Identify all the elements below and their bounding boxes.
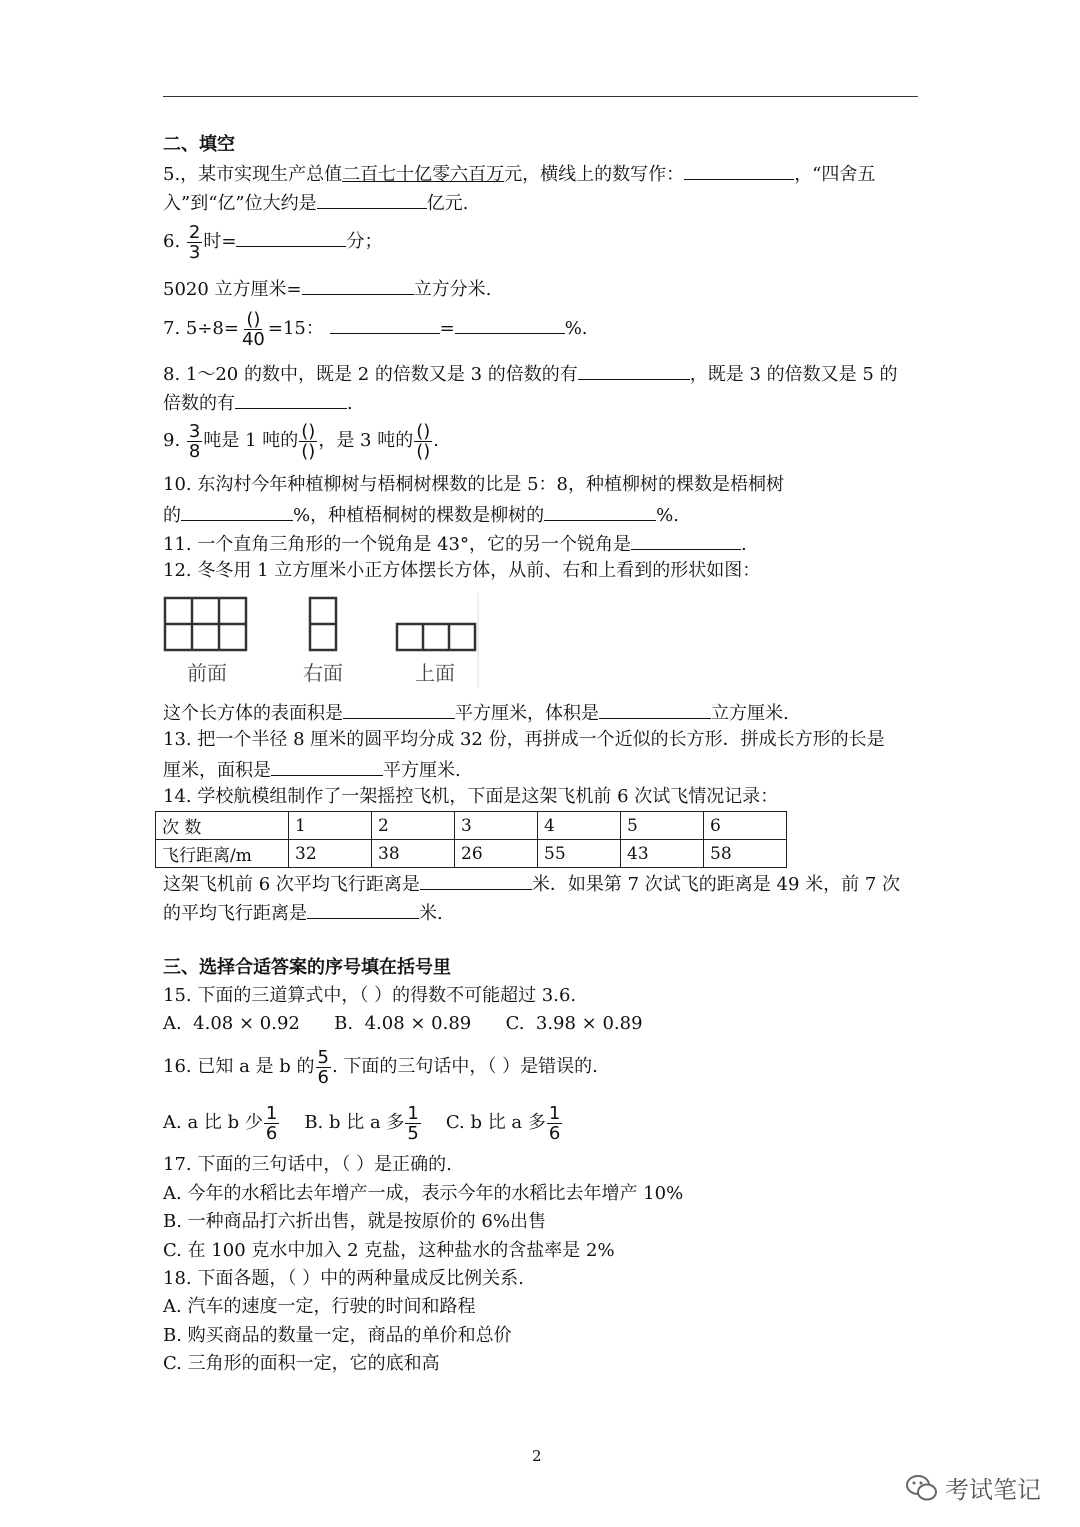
q14-line3: 的平均飞行距离是 米. bbox=[163, 900, 443, 926]
q17-option-a[interactable]: A. 今年的水稻比去年增产一成，表示今年的水稻比去年增产 10% bbox=[163, 1183, 684, 1204]
q7-line: 7. 5÷8= $\frac{()}{40}$ =15： = %. bbox=[163, 308, 588, 350]
table-cell: 43 bbox=[621, 840, 704, 868]
q18-option-b[interactable]: B. 购买商品的数量一定，商品的单价和总价 bbox=[163, 1325, 512, 1346]
table-cell: 1 bbox=[289, 812, 372, 840]
fraction-blank-1: $\frac{()}{()}$ bbox=[301, 420, 316, 462]
table-cell: 飞行距离/m bbox=[156, 840, 289, 868]
q13-blank[interactable] bbox=[271, 757, 383, 776]
fraction-blank-2: $\frac{()}{()}$ bbox=[416, 420, 431, 462]
q12-blank-2[interactable] bbox=[599, 700, 711, 719]
q11-line: 11. 一个直角三角形的一个锐角是 43°，它的另一个锐角是 . bbox=[163, 531, 747, 557]
q18-line: 18. 下面各题，（ ）中的两种量成反比例关系. bbox=[163, 1268, 524, 1289]
table-cell: 4 bbox=[538, 812, 621, 840]
q15-options: A. 4.08 × 0.92 B. 4.08 × 0.89 C. 3.98 × 0.89 bbox=[163, 1013, 643, 1034]
q16-option-b[interactable]: B. b 比 a 多 $\frac{1}{5}$ bbox=[304, 1102, 419, 1144]
top-view-rect bbox=[397, 624, 475, 650]
q14-line2: 这架飞机前 6 次平均飞行距离是 米．如果第 7 次试飞的距离是 49 米，前 7 次 bbox=[163, 871, 900, 897]
three-views-figure bbox=[160, 593, 480, 688]
table-cell: 次 数 bbox=[156, 812, 289, 840]
fraction-5-6: $\frac{5}{6}$ bbox=[317, 1046, 329, 1088]
flight-table bbox=[155, 811, 787, 868]
fraction-2-3: $\frac{2}{3}$ bbox=[188, 221, 201, 263]
q7-blank-2[interactable] bbox=[455, 315, 565, 334]
table-cell: 2 bbox=[372, 812, 455, 840]
q18-option-a[interactable]: A. 汽车的速度一定，行驶的时间和路程 bbox=[163, 1296, 476, 1317]
page-number: 2 bbox=[532, 1447, 542, 1465]
q12-blank-1[interactable] bbox=[343, 700, 455, 719]
q15-line: 15. 下面的三道算式中，（ ）的得数不可能超过 3.6. bbox=[163, 985, 577, 1006]
label-right: 右面 bbox=[303, 661, 343, 685]
label-top: 上面 bbox=[415, 661, 455, 685]
q5-blank-2[interactable] bbox=[317, 190, 427, 209]
q12-line2: 这个长方体的表面积是 平方厘米，体积是 立方厘米. bbox=[163, 700, 789, 726]
q16-option-a[interactable]: A. a 比 b 少 $\frac{1}{6}$ bbox=[163, 1102, 278, 1144]
q6-line1: 6. $\frac{2}{3}$ 时= 分； bbox=[163, 221, 383, 263]
q18-option-c[interactable]: C. 三角形的面积一定，它的底和高 bbox=[163, 1353, 440, 1374]
q6-blank-1[interactable] bbox=[236, 228, 346, 247]
label-front: 前面 bbox=[187, 661, 227, 685]
q9-line: 9. $\frac{3}{8}$ 吨是 1 吨的 $\frac{()}{()}$ ，是 3 吨的 $\frac{()}{()}$ . bbox=[163, 420, 440, 462]
q13-line1: 13. 把一个半径 8 厘米的圆平均分成 32 份，再拼成一个近似的长方形．拼成长方形的长是 bbox=[163, 729, 885, 750]
q17-option-b[interactable]: B. 一种商品打六折出售，就是按原价的 6%出售 bbox=[163, 1211, 546, 1232]
table-row bbox=[156, 840, 787, 868]
q7-blank-1[interactable] bbox=[330, 315, 440, 334]
fraction-1-6-b: $\frac{1}{6}$ bbox=[548, 1102, 561, 1144]
table-cell: 26 bbox=[455, 840, 538, 868]
fraction-1-5: $\frac{1}{5}$ bbox=[407, 1102, 419, 1144]
q6-line2: 5020 立方厘米= 立方分米. bbox=[163, 276, 491, 302]
q10-blank-1[interactable] bbox=[181, 502, 293, 521]
table-cell: 58 bbox=[704, 840, 787, 868]
wechat-icon bbox=[905, 1473, 939, 1503]
q17-option-c[interactable]: C. 在 100 克水中加入 2 克盐，这种盐水的含盐率是 2% bbox=[163, 1240, 615, 1261]
q11-blank[interactable] bbox=[631, 531, 741, 550]
q5-line2: 入”到“亿”位大约是 亿元. bbox=[163, 190, 468, 216]
q10-blank-2[interactable] bbox=[544, 502, 656, 521]
table-cell: 38 bbox=[372, 840, 455, 868]
q16-options bbox=[163, 1101, 563, 1145]
table-cell: 6 bbox=[704, 812, 787, 840]
q14-blank-2[interactable] bbox=[307, 900, 419, 919]
q8-line2: 倍数的有 . bbox=[163, 390, 353, 416]
table-cell: 32 bbox=[289, 840, 372, 868]
table-row bbox=[156, 812, 787, 840]
q14-line1: 14. 学校航模组制作了一架摇控飞机，下面是这架飞机前 6 次试飞情况记录： bbox=[163, 786, 779, 807]
fraction-3-8: $\frac{3}{8}$ bbox=[188, 420, 201, 462]
header-rule bbox=[163, 96, 918, 97]
table-cell: 55 bbox=[538, 840, 621, 868]
q14-blank-1[interactable] bbox=[420, 871, 532, 890]
q8-blank-2[interactable] bbox=[235, 390, 347, 409]
q17-line: 17. 下面的三句话中，（ ）是正确的. bbox=[163, 1154, 452, 1175]
q8-blank-1[interactable] bbox=[578, 361, 690, 380]
q16-option-c[interactable]: C. b 比 a 多 $\frac{1}{6}$ bbox=[445, 1102, 561, 1144]
q5-line1: 5.，某市实现生产总值二百七十亿零六百万元，横线上的数写作： ，“四舍五 bbox=[163, 161, 875, 187]
watermark-text: 考试笔记 bbox=[945, 1476, 1041, 1504]
q10-line1: 10. 东沟村今年种植柳树与梧桐树棵数的比是 5：8，种植柳树的棵数是梧桐树 bbox=[163, 474, 784, 495]
table-cell: 3 bbox=[455, 812, 538, 840]
q10-line2: 的 %，种植梧桐树的棵数是柳树的 %. bbox=[163, 502, 679, 528]
q12-line1: 12. 冬冬用 1 立方厘米小正方体摆长方体，从前、右和上看到的形状如图： bbox=[163, 560, 761, 581]
section-fill-title: 二、填空 bbox=[163, 134, 235, 155]
watermark bbox=[905, 1470, 1041, 1505]
q13-line2: 厘米，面积是 平方厘米. bbox=[163, 757, 461, 783]
q8-line1: 8. 1～20 的数中，既是 2 的倍数又是 3 的倍数的有 ，既是 3 的倍数又是 5 的 bbox=[163, 361, 898, 387]
section-choice-title: 三、选择合适答案的序号填在括号里 bbox=[163, 957, 451, 978]
q5-blank-1[interactable] bbox=[684, 161, 794, 180]
fraction-blank-40: $\frac{()}{40}$ bbox=[241, 308, 265, 350]
q6-blank-2[interactable] bbox=[302, 276, 414, 295]
q16-line: 16. 已知 a 是 b 的 $\frac{5}{6}$ . 下面的三句话中，（ ）是错误的. bbox=[163, 1046, 598, 1088]
table-cell: 5 bbox=[621, 812, 704, 840]
fraction-1-6: $\frac{1}{6}$ bbox=[265, 1102, 278, 1144]
